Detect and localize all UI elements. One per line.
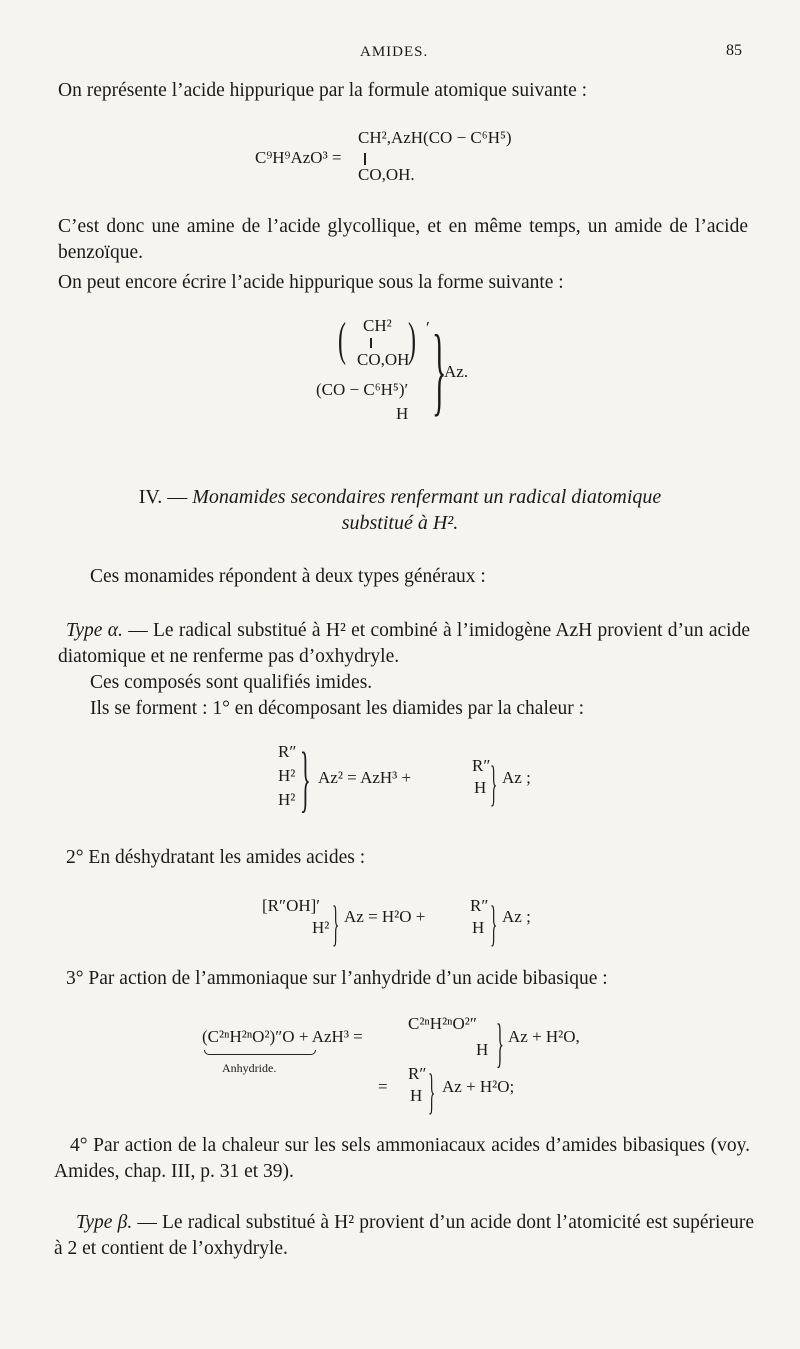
formula1-bottom: CO,OH. [358,165,415,184]
paragraph-method1: Ils se forment : 1° en décomposant les diamides par la chaleur : [90,698,585,719]
formula5-r1: C²ⁿH²ⁿO²″ [408,1014,477,1033]
page-header [0,38,800,68]
running-head: AMIDES. [360,44,429,60]
formula2-bond [370,338,372,348]
formula1-bond [364,153,366,165]
paragraph-type-beta [54,1210,754,1262]
formula5-s2: H [410,1086,423,1105]
type-alpha-label: Type α. [66,620,123,641]
type-beta-text: — Le radical substitué à H² provient d’un acide dont l’atomicité est supérieure à 2 et contient de l’oxhydryle. [54,1212,754,1259]
formula5-brace-1: } [496,1013,504,1073]
formula3-brace-left: } [300,738,311,820]
section-title-line2: substitué à H². [341,512,459,534]
formula3-end: Az ; [502,768,531,787]
formula4-l2: H² [312,918,330,937]
formula5-eq2: = [378,1077,388,1096]
formula4-l1: [R″OH]′ [262,896,321,915]
paragraph-amine: C’est donc une amine de l’acide glycollique, et en même temps, un amide de l’acide benzoïque. [58,216,748,263]
section-number: IV. — [138,486,188,508]
formula5-end2: Az + H²O; [442,1077,515,1096]
section-heading-line2 [260,512,540,535]
formula2-co-phenyl: (CO − C⁶H⁵)′ [316,380,409,399]
formula4-brace-right: } [490,895,498,951]
section-heading [70,486,730,509]
paragraph-other-form: On peut encore écrire l’acide hippurique sous la forme suivante : [58,272,564,293]
paragraph-imides: Ces composés sont qualifiés imides. [90,672,373,693]
type-alpha-text: — Le radical substitué à H² et combiné à l’imidogène AzH provient d’un acide diatomique et ne renferme pas d’oxhydryle. [58,620,750,667]
formula5-caption: Anhydride. [222,1061,277,1075]
formula5-s1: R″ [408,1064,427,1083]
paragraph-two-types: Ces monamides répondent à deux types généraux : [90,566,486,587]
formula3-l2: H² [278,766,296,785]
formula2-paren-close: ) [408,313,416,366]
formula4-middle: Az = H²O + [344,907,426,926]
paragraph-type-alpha [58,618,750,670]
formula3-l3: H² [278,790,296,809]
formula5-r2: H [476,1040,489,1059]
formula4-r1: R″ [470,896,489,915]
formula4-r2: H [472,918,485,937]
formula5-brace-2: } [428,1063,436,1119]
formula3-brace-right: } [490,755,498,811]
formula5-underbrace [204,1050,316,1055]
formula5-lhs: (C²ⁿH²ⁿO²)″O + AzH³ = [202,1027,363,1046]
paragraph-method2: 2° En déshydratant les amides acides : [66,847,366,868]
section-title-line1: Monamides secondaires renfermant un radical diatomique [192,486,662,508]
formula4-brace-left: } [332,895,340,951]
formula3-l1: R″ [278,742,297,761]
formula2-cooh: CO,OH [357,350,410,369]
formula2-paren-open: ( [338,313,346,366]
formula1-top: CH²,AzH(CO − C⁶H⁵) [358,128,512,147]
formula2-ch2: CH² [363,316,392,335]
paragraph-intro: On représente l’acide hippurique par la formule atomique suivante : [58,80,588,101]
formula3-r1: R″ [472,756,491,775]
formula3-r2: H [474,778,487,797]
formula2-h: H [396,404,409,423]
formula5-end1: Az + H²O, [508,1027,580,1046]
formula4-end: Az ; [502,907,531,926]
formula2-prime: ′ [426,318,430,337]
paragraph-method3: 3° Par action de l’ammoniaque sur l’anhydride d’un acide bibasique : [66,968,608,989]
type-beta-label: Type β. [76,1212,133,1233]
paragraph-method4: 4° Par action de la chaleur sur les sels ammoniacaux acides d’amides bibasiques (voy. Amides, chap. III, p. 31 et 39). [54,1135,750,1182]
formula3-middle: Az² = AzH³ + [318,768,412,787]
formula2-brace: } [432,314,447,425]
formula2-az: Az. [444,362,469,381]
formula1-lhs: C⁹H⁹AzO³ = [255,148,342,167]
page-number: 85 [726,42,742,59]
